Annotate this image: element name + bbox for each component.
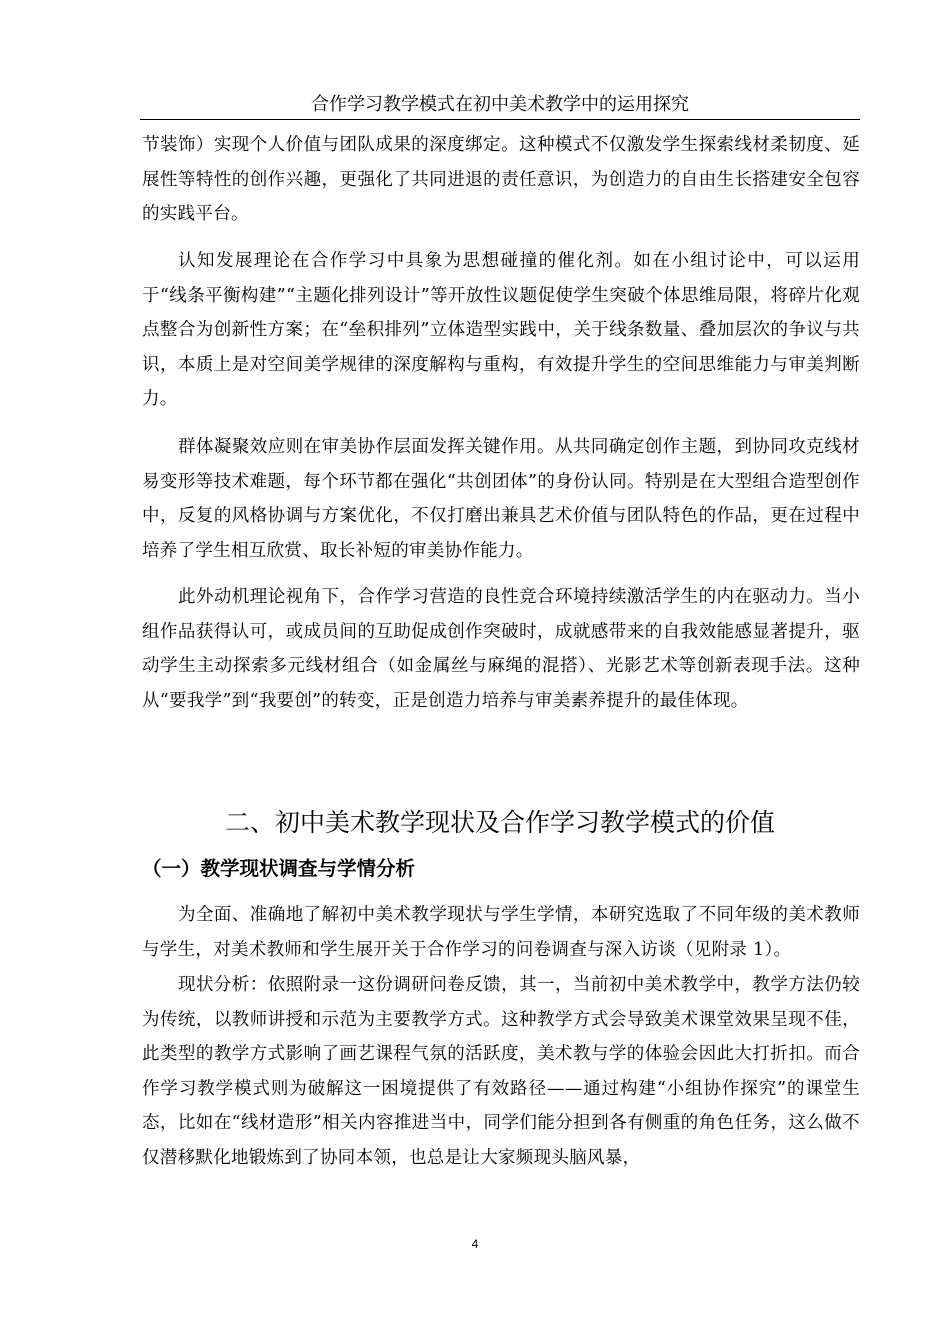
section-heading: 二、初中美术教学现状及合作学习教学模式的价值 [224,808,775,837]
body-paragraph-cognitive-theory: 认知发展理论在合作学习中具象为思想碰撞的催化剂。如在小组讨论中，可以运用于“线条平衡构建”“主题化排列设计”等开放性议题促使学生突破个体思维局限，将碎片化观点整合为创新性方案；在“垒积排列”立体造型实践中，关于线条数量、叠加层次的争议与共识，本质上是对空间美学规律的深度解构与重构，有效提升学生的空间思维能力与审美判断力。 [142,251,860,410]
body-paragraph-group-cohesion: 群体凝聚效应则在审美协作层面发挥关键作用。从共同确定创作主题，到协同攻克线材易变形等技术难题，每个环节都在强化“共创团体”的身份认同。特别是在大型组合造型创作中，反复的风格协调与方案优化，不仅打磨出兼具艺术价值与团队特色的作品，更在过程中培养了学生相互欣赏、取长补短的审美协作能力。 [142,437,860,561]
running-header: 合作学习教学模式在初中美术教学中的运用探究 [311,94,689,115]
body-paragraph-survey: 为全面、准确地了解初中美术教学现状与学生学情，本研究选取了不同年级的美术教师与学生，对美术教师和学生展开关于合作学习的问卷调查与深入访谈（见附录 1）。 [142,905,860,960]
header-divider [140,119,860,120]
page-number: 4 [471,1237,479,1251]
body-paragraph-continuation: 节装饰）实现个人价值与团队成果的深度绑定。这种模式不仅激发学生探索线材柔韧度、延展性等特性的创作兴趣，更强化了共同进退的责任意识，为创造力的自由生长搭建安全包容的实践平台。 [142,135,860,225]
body-paragraph-status-analysis: 现状分析：依照附录一这份调研问卷反馈，其一，当前初中美术教学中，教学方法仍较为传统，以教师讲授和示范为主要教学方式。这种教学方式会导致美术课堂效果呈现不佳，此类型的教学方式影响了画艺课程气氛的活跃度，美术教与学的体验会因此大打折扣。而合作学习教学模式则为破解这一困境提供了有效路径——通过构建“小组协作探究”的课堂生态，比如在“线材造形”相关内容推进当中，同学们能分担到各有侧重的角色任务，这么做不仅潜移默化地锻炼到了协同本领，也总是让大家频现头脑风暴， [142,975,860,1168]
body-paragraph-motivation-theory: 此外动机理论视角下，合作学习营造的良性竞合环境持续激活学生的内在驱动力。当小组作品获得认可，或成员间的互助促成创作突破时，成就感带来的自我效能感显著提升，驱动学生主动探索多元线材组合（如金属丝与麻绳的混搭）、光影艺术等创新表现手法。这种从“要我学”到“我要创”的转变，正是创造力培养与审美素养提升的最佳体现。 [142,587,860,711]
subsection-heading: （一）教学现状调查与学情分析 [142,857,416,880]
